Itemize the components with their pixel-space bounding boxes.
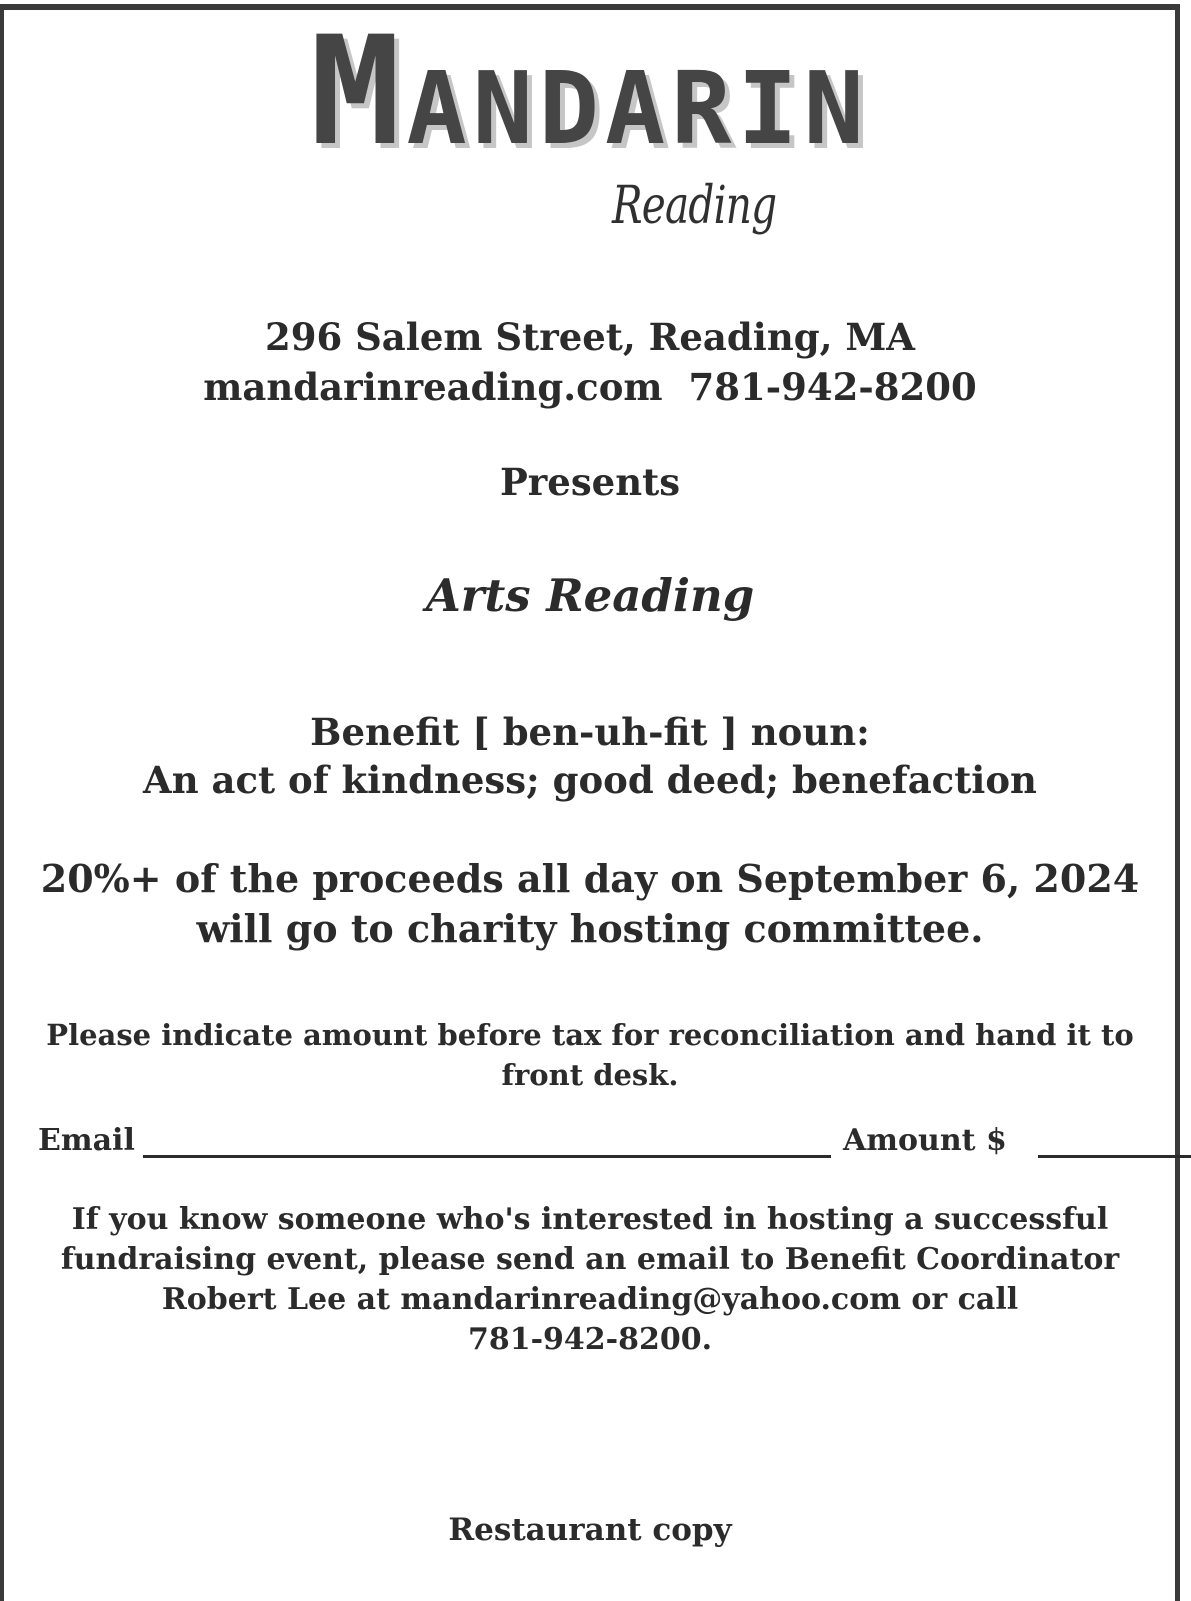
proceeds-block — [0, 854, 1180, 954]
instruction-block — [0, 1015, 1180, 1095]
logo-subtitle: Reading — [612, 176, 777, 236]
proceeds-line-1: 20%+ of the proceeds all day on September 6, 2024 — [40, 856, 1140, 901]
presents-heading: Presents — [499, 460, 681, 504]
amount-field[interactable] — [1038, 1155, 1191, 1158]
email-label: Email — [38, 1123, 135, 1158]
form-row — [38, 1117, 1148, 1163]
proceeds-line-2: will go to charity hosting committee. — [196, 906, 984, 951]
contact-block — [0, 312, 1180, 412]
definition-term: Benefit [ ben-uh-fit ] noun: — [310, 710, 870, 754]
definition-block — [0, 708, 1180, 804]
instruction-line-1: Please indicate amount before tax for reconciliation and hand it to — [46, 1018, 1134, 1052]
instruction-line-2: front desk. — [501, 1058, 679, 1092]
amount-label: Amount $ — [843, 1123, 1007, 1158]
logo-initial: M — [310, 5, 407, 179]
footer-line-4: 781-942-8200. — [467, 1322, 713, 1357]
footer-line-3: Robert Lee at mandarinreading@yahoo.com or call — [161, 1282, 1019, 1317]
logo-title — [0, 5, 1180, 179]
web-phone-line — [0, 362, 1180, 412]
website: mandarinreading.com — [203, 365, 663, 409]
address: 296 Salem Street, Reading, MA — [264, 315, 916, 359]
email-field[interactable] — [143, 1155, 831, 1158]
logo-rest: ANDARIN — [406, 50, 870, 167]
event-title: Arts Reading — [425, 569, 755, 622]
phone: 781-942-8200 — [688, 365, 977, 409]
footer-note — [0, 1200, 1180, 1360]
footer-line-1: If you know someone who's interested in hosting a successful — [71, 1202, 1109, 1237]
footer-line-2: fundraising event, please send an email to Benefit Coordinator — [60, 1242, 1120, 1277]
definition-meaning: An act of kindness; good deed; benefaction — [143, 758, 1037, 802]
copy-label: Restaurant copy — [448, 1512, 732, 1548]
